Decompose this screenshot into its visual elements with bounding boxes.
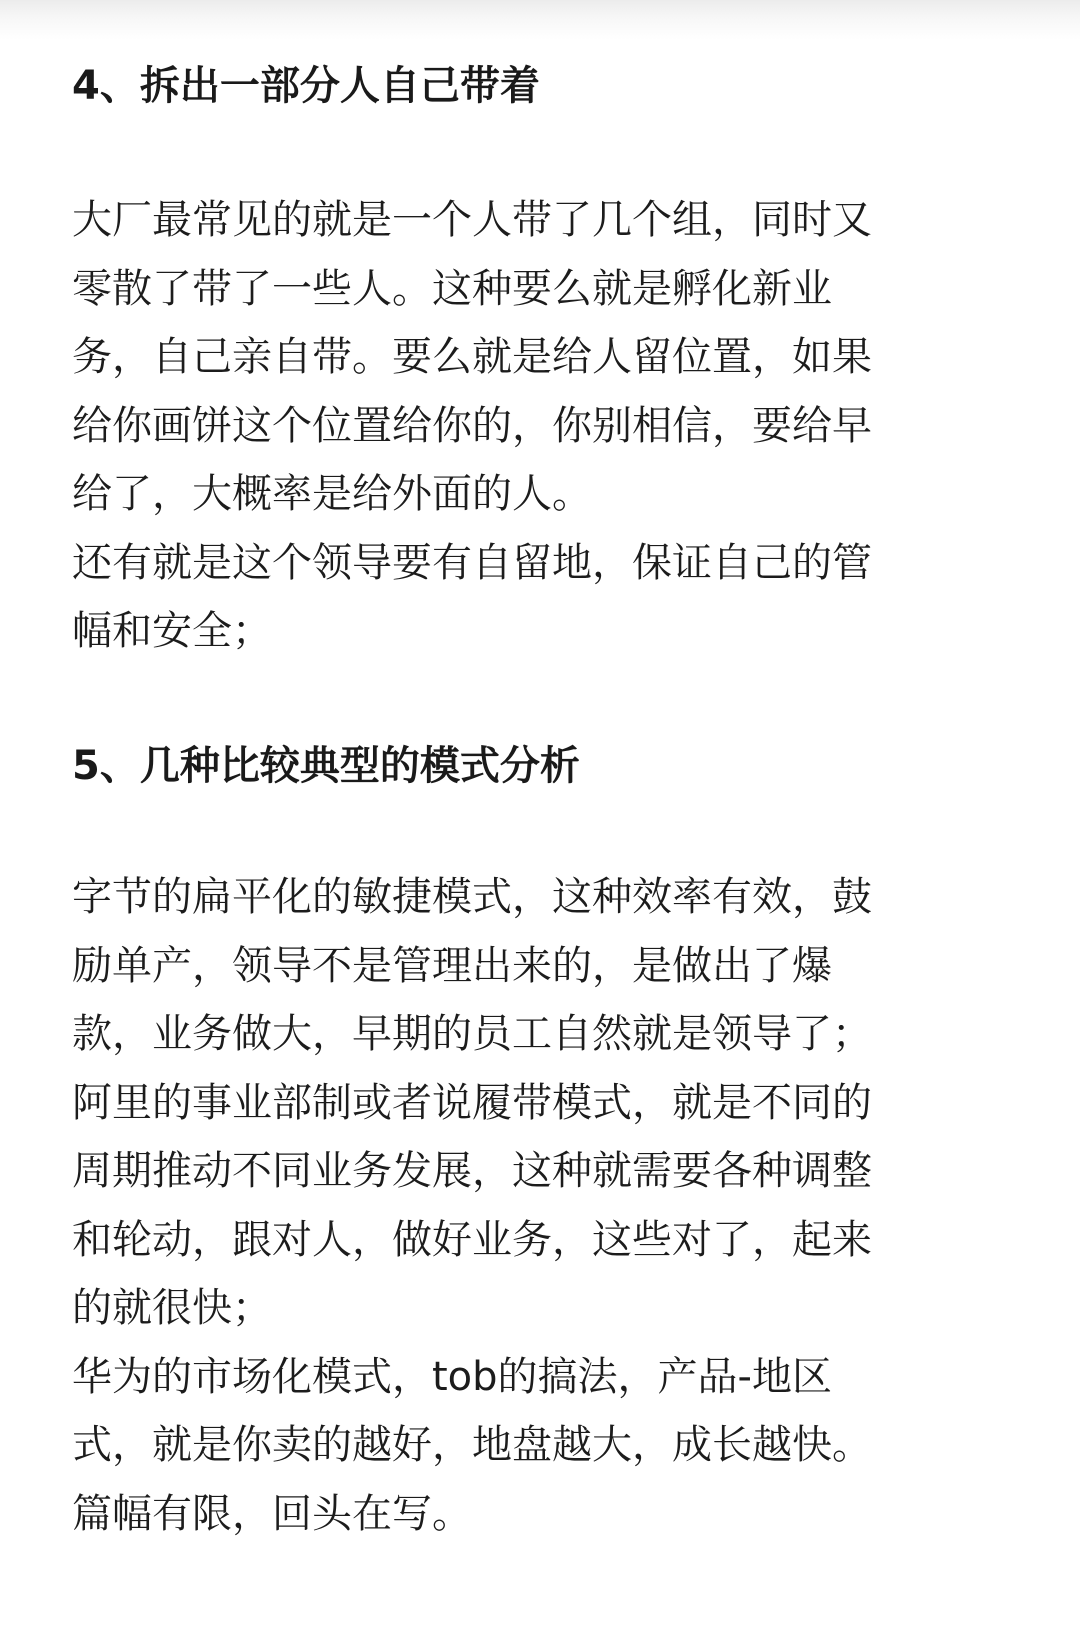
section-5-heading: 5、几种比较典型的模式分析 (72, 743, 580, 789)
section-5-paragraph: 字节的扁平化的敏捷模式，这种效率有效，鼓 励单产，领导不是管理出来的，是做出了爆 款，业务做大，早期的员工自然就是领导了； 阿里的事业部制或者说履带模式，就是不同的 周期推动不同业务发展，这种就需要各种调整 和轮动，跟对人，做好业务，这些对了，起来 的就很快； 华为的市场化模式，tob的搞法，产品-地区 式，就是你卖的越好，地盘越大，成长越快。 篇幅有限，回头在写。 (72, 874, 872, 1537)
top-scroll-fade (0, 0, 1080, 40)
section-4-heading: 4、拆出一部分人自己带着 (72, 63, 540, 109)
section-4-paragraph: 大厂最常见的就是一个人带了几个组，同时又 零散了带了一些人。这种要么就是孵化新业 务，自己亲自带。要么就是给人留位置，如果 给你画饼这个位置给你的，你别相信，要给早 给了，大概率是给外面的人。 还有就是这个领导要有自留地，保证自己的管 幅和安全； (72, 197, 872, 654)
